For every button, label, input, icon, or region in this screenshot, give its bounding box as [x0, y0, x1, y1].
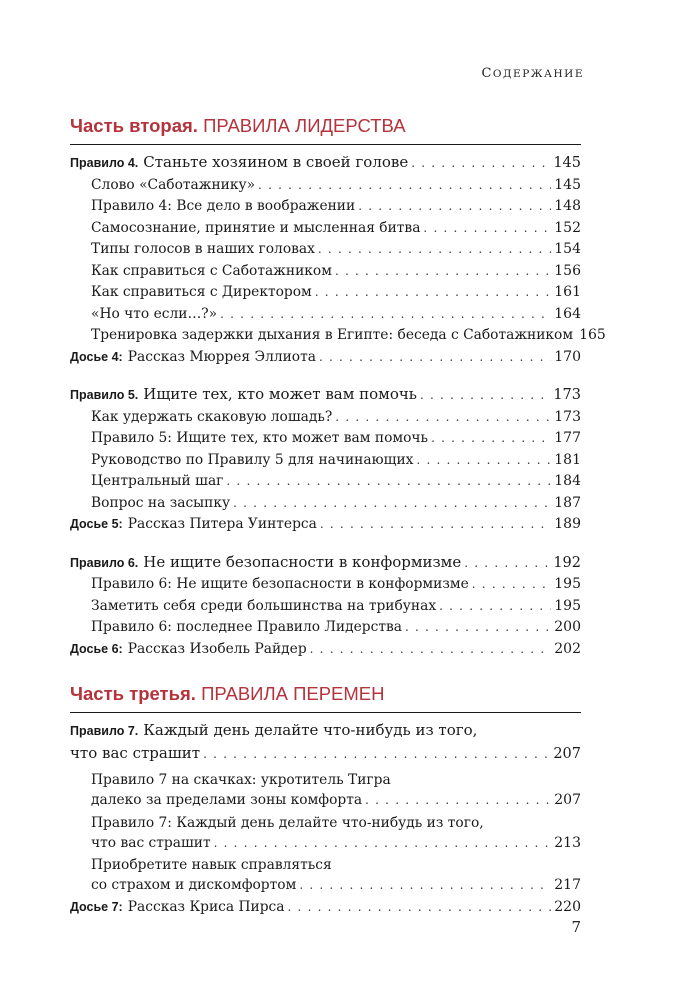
- page-number: 195: [554, 597, 581, 614]
- entry-title-line2: что вас страшит: [91, 834, 211, 851]
- entry-title-line1: Приобретите навык справляться: [91, 857, 332, 873]
- entry-title: Правило 6: последнее Правило Лидерства: [91, 619, 402, 635]
- part-two-title: ПРАВИЛА ЛИДЕРСТВА: [203, 115, 406, 136]
- page-number: 148: [554, 198, 581, 214]
- toc-subentry[interactable]: [70, 596, 581, 618]
- page-number: 165: [579, 327, 606, 343]
- dot-leader: [315, 282, 551, 304]
- page-number: 181: [554, 451, 581, 468]
- toc-entry-dossier-5[interactable]: [70, 514, 581, 536]
- entry-title: Типы голосов в наших головах: [91, 241, 315, 257]
- page-number: 217: [554, 877, 581, 893]
- dot-leader: [299, 875, 551, 897]
- entry-title: Станьте хозяином в своей голове: [143, 153, 409, 171]
- toc-part-three: [70, 683, 581, 918]
- entry-title: Рассказ Криса Пирса: [127, 898, 285, 915]
- entry-title: Заметить себя среди большинства на трибунах: [91, 597, 437, 614]
- entry-title-line1: Правило 7 на скачках: укротитель Тигра: [91, 772, 391, 788]
- page-number: 152: [554, 219, 581, 236]
- entry-title: Ищите тех, кто может вам помочь: [143, 385, 417, 403]
- dot-leader: [411, 153, 550, 175]
- dot-leader: [464, 553, 550, 575]
- entry-title-line2: что вас страшит: [70, 743, 201, 762]
- dot-leader: [335, 407, 551, 429]
- rule-key: Правило 7.: [70, 724, 139, 738]
- toc-subentry[interactable]: [70, 261, 581, 283]
- entry-title-line2: со страхом и дискомфортом: [91, 877, 297, 893]
- running-head-rest: ОДЕРЖАНИЕ: [492, 68, 584, 80]
- part-three-title: ПРАВИЛА ПЕРЕМЕН: [201, 683, 385, 704]
- entry-title: Правило 6: Не ищите безопасности в конформизме: [91, 576, 469, 592]
- dot-leader: [423, 218, 551, 240]
- page-number: 170: [554, 348, 581, 365]
- page-number: 213: [554, 834, 581, 851]
- toc-subentry[interactable]: [70, 196, 581, 218]
- page-number: 207: [553, 745, 581, 762]
- toc-entry-dossier-6[interactable]: [70, 639, 581, 661]
- toc-subentry[interactable]: [70, 407, 581, 429]
- page-number: 145: [553, 155, 581, 171]
- rule-key: Правило 4.: [70, 156, 139, 170]
- dossier-key: Досье 6:: [70, 641, 123, 656]
- entry-title: Рассказ Изобель Райдер: [127, 640, 307, 657]
- entry-title: Правило 5: Ищите тех, кто может вам помочь: [91, 430, 429, 446]
- entry-title: Тренировка задержки дыхания в Египте: беседа с Саботажником: [91, 327, 574, 343]
- page-number: 173: [553, 387, 581, 403]
- dossier-key: Досье 5:: [70, 517, 123, 531]
- toc-subentry[interactable]: [70, 493, 581, 515]
- page-number: 220: [554, 898, 581, 915]
- dot-leader: [472, 574, 552, 596]
- part-three-label: Часть третья.: [70, 683, 196, 704]
- entry-title: Как справиться с Саботажником: [91, 262, 332, 279]
- toc-subentry[interactable]: [70, 814, 581, 855]
- rule-key: Правило 6.: [70, 555, 139, 570]
- part-three-heading: [70, 683, 581, 713]
- toc-subentry[interactable]: [70, 450, 581, 472]
- toc-subentry[interactable]: [70, 856, 581, 897]
- dossier-key: Досье 7:: [70, 899, 123, 914]
- toc-entry-dossier-7[interactable]: [70, 897, 581, 919]
- page-number: 177: [554, 430, 581, 446]
- running-head-initial: С: [481, 66, 493, 81]
- page-footer-number: 7: [571, 918, 581, 936]
- entry-title-line2: далеко за пределами зоны комфорта: [91, 792, 363, 808]
- dot-leader: [335, 261, 551, 283]
- toc-subentry[interactable]: [70, 325, 606, 347]
- dot-leader: [431, 428, 551, 450]
- toc-subentry[interactable]: [70, 428, 581, 450]
- entry-title: Самосознание, принятие и мысленная битва: [91, 219, 421, 236]
- page-number: 202: [554, 640, 581, 657]
- page-number: 145: [554, 176, 581, 193]
- page-number: 164: [554, 305, 581, 322]
- dot-leader: [220, 304, 551, 326]
- dot-leader: [258, 175, 551, 197]
- toc-subentry[interactable]: [70, 218, 581, 240]
- page-number: 161: [554, 284, 581, 300]
- page-number: 200: [554, 619, 581, 635]
- toc-subentry[interactable]: [70, 304, 581, 326]
- dot-leader: [420, 385, 550, 407]
- dot-leader: [319, 347, 551, 369]
- page-number: 195: [554, 576, 581, 592]
- dot-leader: [416, 450, 551, 472]
- dossier-key: Досье 4:: [70, 349, 123, 364]
- toc-entry-rule-5[interactable]: [70, 384, 581, 407]
- dot-leader: [310, 639, 552, 661]
- dot-leader: [320, 514, 551, 536]
- entry-title: Руководство по Правилу 5 для начинающих: [91, 451, 414, 468]
- dot-leader: [358, 196, 551, 218]
- entry-last-line: [70, 743, 581, 766]
- page-number: 187: [554, 494, 581, 511]
- toc-subentry[interactable]: [70, 471, 581, 493]
- entry-title: Вопрос на засыпку: [91, 494, 231, 511]
- page-number: 207: [554, 792, 581, 808]
- entry-title: Слово «Саботажнику»: [91, 176, 256, 193]
- page-number: 192: [553, 554, 581, 571]
- toc-entry-rule-7[interactable]: [70, 720, 581, 765]
- dot-leader: [214, 833, 552, 855]
- entry-title-line1: Правило 7: Каждый день делайте что-нибудь из того,: [91, 814, 484, 831]
- toc-subentry[interactable]: [70, 574, 581, 596]
- toc-subentry[interactable]: [70, 771, 581, 812]
- page-number: 189: [554, 516, 581, 532]
- entry-title: Как удержать скаковую лошадь?: [91, 408, 333, 425]
- entry-last-line: [70, 875, 581, 897]
- page-number: 173: [554, 408, 581, 425]
- dot-leader: [233, 493, 551, 515]
- toc-part-two: [70, 115, 606, 660]
- entry-title-line1: Каждый день делайте что-нибудь из того,: [143, 721, 478, 739]
- dot-leader: [226, 471, 551, 493]
- dot-leader: [318, 239, 551, 261]
- toc-subentry[interactable]: [70, 282, 581, 304]
- entry-title: Рассказ Питера Уинтерса: [127, 516, 317, 532]
- entry-title: Рассказ Мюррея Эллиота: [127, 348, 316, 365]
- entry-last-line: [70, 833, 581, 855]
- part-two-label: Часть вторая.: [70, 115, 198, 136]
- running-head: [481, 66, 584, 81]
- toc-entry-rule-4[interactable]: [70, 152, 581, 175]
- entry-first-line: [70, 720, 581, 743]
- toc-entry-dossier-4[interactable]: [70, 347, 581, 369]
- toc-entry-rule-6[interactable]: [70, 552, 581, 575]
- dot-leader: [203, 744, 550, 766]
- entry-title: Правило 4: Все дело в воображении: [91, 198, 356, 214]
- toc-subentry[interactable]: [70, 239, 581, 261]
- entry-title: Не ищите безопасности в конформизме: [143, 552, 462, 571]
- dot-leader: [439, 596, 551, 618]
- page-number: 184: [554, 473, 581, 489]
- dot-leader: [405, 617, 551, 639]
- rule-key: Правило 5.: [70, 388, 139, 402]
- entry-title: Центральный шаг: [91, 473, 224, 489]
- page-number: 156: [554, 262, 581, 279]
- toc-subentry[interactable]: [70, 617, 581, 639]
- dot-leader: [365, 790, 551, 812]
- entry-title: «Но что если…?»: [91, 305, 218, 322]
- entry-last-line: [70, 790, 581, 812]
- entry-title: Как справиться с Директором: [91, 284, 312, 300]
- part-two-heading: [70, 115, 581, 145]
- dot-leader: [288, 897, 552, 919]
- page-number: 154: [554, 241, 581, 257]
- toc-subentry[interactable]: [70, 175, 581, 197]
